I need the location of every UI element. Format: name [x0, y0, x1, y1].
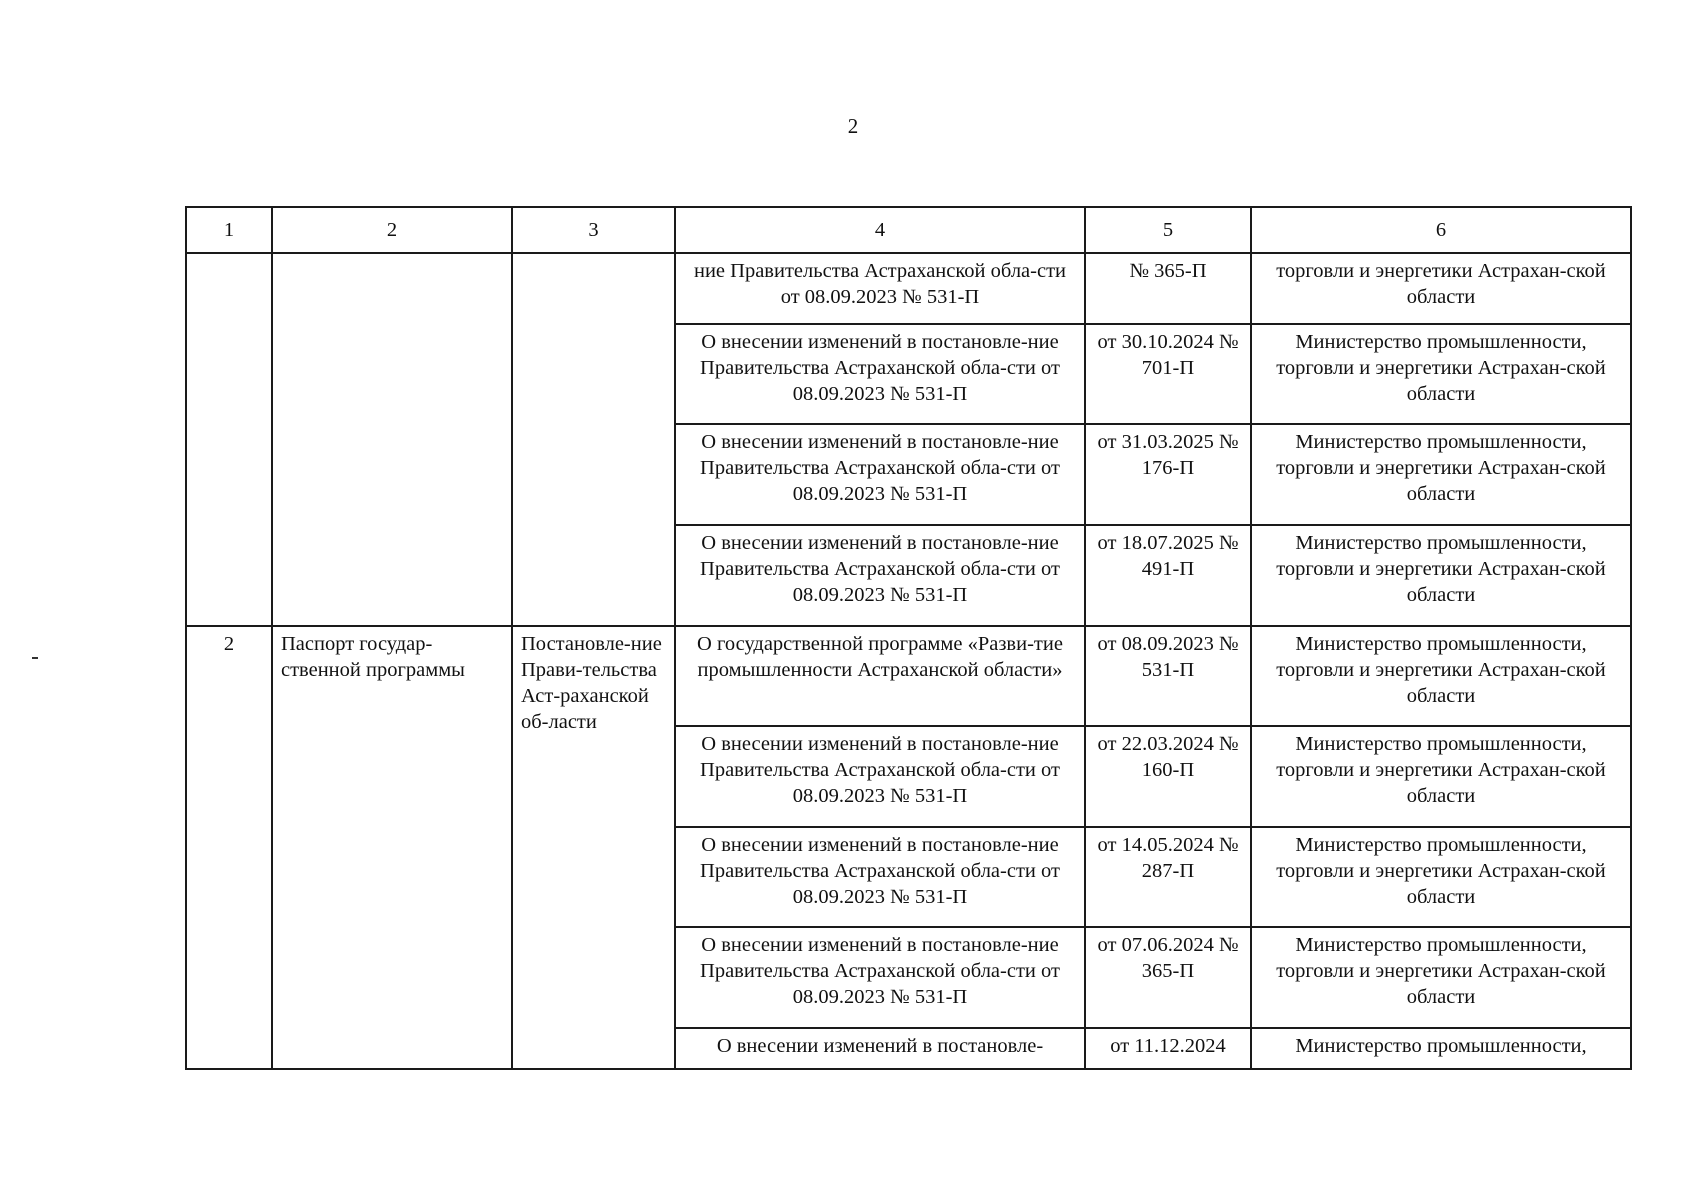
cell-date-number: от 07.06.2024 № 365-П — [1085, 927, 1251, 1028]
cell-date-number: от 22.03.2024 № 160-П — [1085, 726, 1251, 827]
cell-document-title: О внесении изменений в постановле-ние Правительства Астраханской обла-сти от 08.09.2023 № 531-П — [675, 927, 1085, 1028]
cell-num-empty — [186, 253, 272, 626]
column-header-6: 6 — [1251, 207, 1631, 253]
column-header-4: 4 — [675, 207, 1085, 253]
cell-date-number: от 08.09.2023 № 531-П — [1085, 626, 1251, 727]
cell-date-number: № 365-П — [1085, 253, 1251, 324]
cell-item-name: Паспорт государ-ственной программы — [272, 626, 512, 1069]
cell-date-number: от 18.07.2025 № 491-П — [1085, 525, 1251, 626]
cell-date-number: от 11.12.2024 — [1085, 1028, 1251, 1069]
cell-document-title: О внесении изменений в постановле-ние Правительства Астраханской обла-сти от 08.09.2023 № 531-П — [675, 525, 1085, 626]
cell-organization: Министерство промышленности, торговли и энергетики Астрахан-ской области — [1251, 927, 1631, 1028]
cell-document-title: О государственной программе «Разви-тие промышленности Астраханской области» — [675, 626, 1085, 727]
cell-document-title: О внесении изменений в постановле-ние Правительства Астраханской обла-сти от 08.09.2023 № 531-П — [675, 827, 1085, 928]
cell-document-title: О внесении изменений в постановле-ние Правительства Астраханской обла-сти от 08.09.2023 № 531-П — [675, 424, 1085, 525]
registry-table — [185, 206, 1632, 1070]
cell-organization: Министерство промышленности, торговли и энергетики Астрахан-ской области — [1251, 424, 1631, 525]
cell-organization: торговли и энергетики Астрахан-ской области — [1251, 253, 1631, 324]
cell-date-number: от 30.10.2024 № 701-П — [1085, 324, 1251, 425]
cell-document-title: ние Правительства Астраханской обла-сти от 08.09.2023 № 531-П — [675, 253, 1085, 324]
cell-document-title: О внесении изменений в постановле- — [675, 1028, 1085, 1069]
cell-organization: Министерство промышленности, торговли и энергетики Астрахан-ской области — [1251, 827, 1631, 928]
column-header-3: 3 — [512, 207, 675, 253]
cell-organization: Министерство промышленности, торговли и энергетики Астрахан-ской области — [1251, 525, 1631, 626]
table-row — [186, 626, 1631, 727]
column-header-2: 2 — [272, 207, 512, 253]
cell-document-title: О внесении изменений в постановле-ние Правительства Астраханской обла-сти от 08.09.2023 № 531-П — [675, 726, 1085, 827]
scan-speck — [32, 657, 38, 659]
cell-type-empty — [512, 253, 675, 626]
cell-date-number: от 31.03.2025 № 176-П — [1085, 424, 1251, 525]
cell-document-title: О внесении изменений в постановле-ние Правительства Астраханской обла-сти от 08.09.2023 № 531-П — [675, 324, 1085, 425]
cell-organization: Министерство промышленности, торговли и энергетики Астрахан-ской области — [1251, 324, 1631, 425]
page-number: 2 — [847, 114, 859, 138]
cell-organization: Министерство промышленности, торговли и энергетики Астрахан-ской области — [1251, 726, 1631, 827]
cell-act-type: Постановле-ние Прави-тельства Аст-раханской об-ласти — [512, 626, 675, 1069]
column-header-1: 1 — [186, 207, 272, 253]
cell-date-number: от 14.05.2024 № 287-П — [1085, 827, 1251, 928]
cell-organization: Министерство промышленности, торговли и энергетики Астрахан-ской области — [1251, 626, 1631, 727]
column-number-row — [186, 207, 1631, 253]
table-row — [186, 253, 1631, 324]
cell-item-number: 2 — [186, 626, 272, 1069]
cell-organization: Министерство промышленности, — [1251, 1028, 1631, 1069]
cell-name-empty — [272, 253, 512, 626]
column-header-5: 5 — [1085, 207, 1251, 253]
